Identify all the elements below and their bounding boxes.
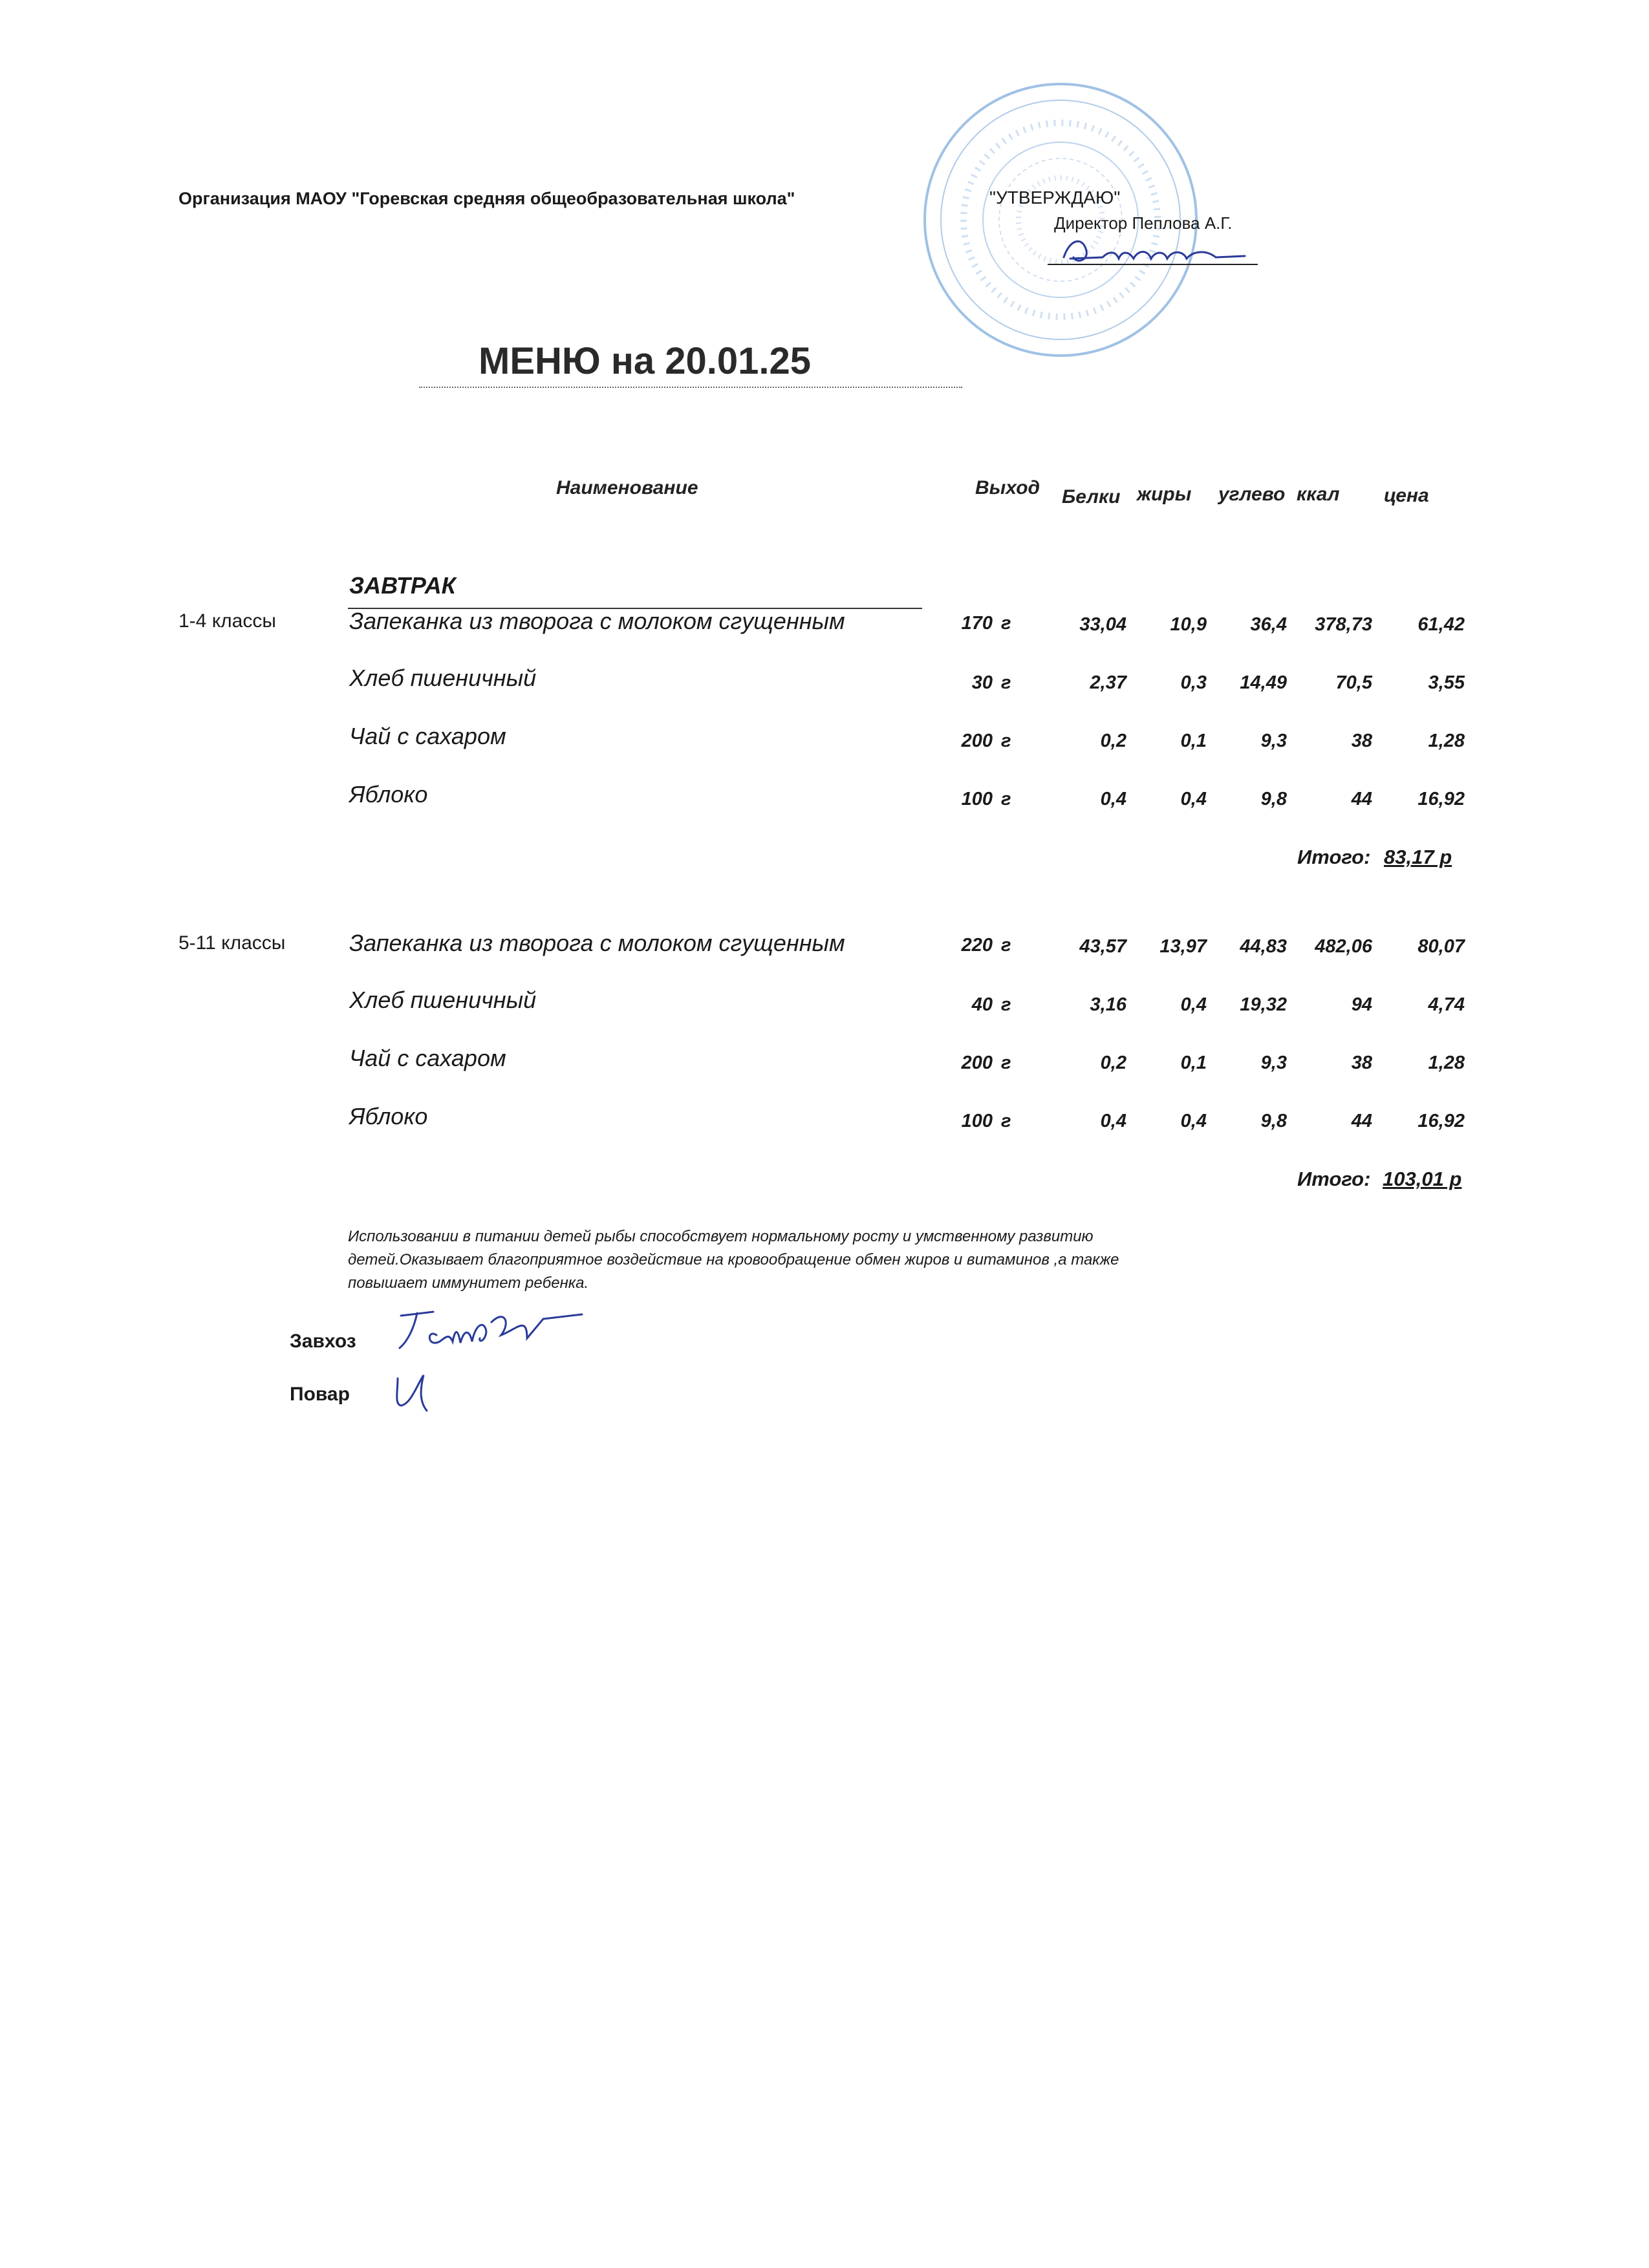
dish-price: 1,28	[1428, 731, 1465, 751]
dish-qty: 100	[961, 789, 993, 809]
dish-protein: 0,4	[1100, 789, 1126, 809]
dish-protein: 33,04	[1079, 614, 1126, 635]
organization-line: Организация МАОУ "Горевская средняя общеобразовательная школа"	[178, 189, 795, 208]
dish-kcal: 378,73	[1315, 614, 1372, 635]
dish-qty: 170	[961, 613, 993, 634]
dish-qty: 40	[971, 994, 993, 1015]
section-title: ЗАВТРАК	[349, 572, 456, 599]
total-label: Итого:	[1297, 846, 1371, 868]
dish-protein: 0,2	[1100, 731, 1126, 751]
dish-unit: г	[1001, 1053, 1011, 1073]
dish-qty: 200	[961, 731, 993, 751]
dish-carbs: 19,32	[1240, 994, 1287, 1015]
storekeeper-signature	[388, 1303, 588, 1361]
dish-name: Запеканка из творога с молоком сгущенным	[349, 608, 845, 634]
dish-protein: 0,2	[1100, 1053, 1126, 1073]
dish-fat: 10,9	[1170, 614, 1207, 635]
dish-price: 80,07	[1417, 936, 1465, 957]
dish-carbs: 36,4	[1250, 614, 1287, 635]
dish-unit: г	[1001, 994, 1011, 1015]
dish-name: Запеканка из творога с молоком сгущенным	[349, 930, 845, 956]
total-label: Итого:	[1297, 1168, 1371, 1190]
dish-kcal: 44	[1351, 789, 1372, 809]
dish-name: Хлеб пшеничный	[349, 987, 537, 1013]
dish-qty: 220	[961, 935, 993, 956]
dish-fat: 0,3	[1180, 672, 1207, 693]
dish-carbs: 9,3	[1260, 731, 1287, 751]
total-value: 83,17 р	[1384, 846, 1452, 868]
dish-carbs: 9,8	[1260, 1111, 1287, 1131]
dish-protein: 0,4	[1100, 1111, 1126, 1131]
dish-kcal: 70,5	[1335, 672, 1372, 693]
dish-protein: 43,57	[1079, 936, 1126, 957]
group-label: 5-11 классы	[178, 932, 286, 954]
col-fat-header: жиры	[1137, 484, 1192, 505]
title-underline	[419, 387, 962, 388]
col-kcal-header: ккал	[1297, 484, 1340, 505]
dish-carbs: 44,83	[1240, 936, 1287, 957]
dish-kcal: 44	[1351, 1111, 1372, 1131]
dish-name: Чай с сахаром	[349, 1045, 506, 1071]
col-output-header: Выход	[975, 477, 1040, 498]
col-name-header: Наименование	[556, 477, 698, 498]
group-label: 1-4 классы	[178, 610, 276, 632]
dish-fat: 0,1	[1180, 731, 1207, 751]
dish-unit: г	[1001, 1111, 1011, 1131]
col-carbs-header: углево	[1218, 484, 1286, 505]
dish-carbs: 9,3	[1260, 1053, 1287, 1073]
col-protein-header: Белки	[1062, 486, 1121, 508]
page-title: МЕНЮ на 20.01.25	[479, 340, 811, 382]
dish-qty: 30	[971, 672, 993, 693]
dish-price: 16,92	[1417, 789, 1465, 809]
dish-qty: 100	[961, 1111, 993, 1131]
dish-name: Яблоко	[349, 1103, 428, 1129]
dish-fat: 0,1	[1180, 1053, 1207, 1073]
storekeeper-label: Завхоз	[290, 1331, 356, 1352]
dish-carbs: 9,8	[1260, 789, 1287, 809]
dish-protein: 3,16	[1090, 994, 1126, 1015]
dish-price: 1,28	[1428, 1053, 1465, 1073]
dish-unit: г	[1001, 672, 1011, 693]
total-value: 103,01 р	[1383, 1168, 1462, 1190]
dish-unit: г	[1001, 935, 1011, 956]
dish-unit: г	[1001, 789, 1011, 809]
director-name: Директор Пеплова А.Г.	[1054, 213, 1233, 233]
dish-fat: 13,97	[1159, 936, 1207, 957]
dish-price: 16,92	[1417, 1111, 1465, 1131]
nutrition-note: Использовании в питании детей рыбы способствует нормальному росту и умственному развитию детей.Оказывает благоприятное воздействие на кровообращение обмен жиров и витаминов ,а также повышает иммунитет ребенка.	[348, 1228, 1119, 1292]
dish-kcal: 94	[1351, 994, 1372, 1015]
dish-unit: г	[1001, 731, 1011, 751]
dish-name: Чай с сахаром	[349, 723, 506, 749]
dish-protein: 2,37	[1090, 672, 1126, 693]
approve-heading: "УТВЕРЖДАЮ"	[989, 187, 1121, 208]
dish-fat: 0,4	[1180, 994, 1207, 1015]
cook-label: Повар	[290, 1384, 350, 1405]
dish-fat: 0,4	[1180, 789, 1207, 809]
dish-name: Яблоко	[349, 781, 428, 808]
dish-carbs: 14,49	[1240, 672, 1287, 693]
dish-price: 61,42	[1417, 614, 1465, 635]
dish-unit: г	[1001, 613, 1011, 634]
dish-qty: 200	[961, 1053, 993, 1073]
dish-kcal: 38	[1351, 731, 1372, 751]
dish-fat: 0,4	[1180, 1111, 1207, 1131]
dish-price: 3,55	[1428, 672, 1465, 693]
dish-kcal: 38	[1351, 1053, 1372, 1073]
dish-price: 4,74	[1428, 994, 1465, 1015]
col-price-header: цена	[1384, 485, 1429, 506]
dish-name: Хлеб пшеничный	[349, 665, 537, 691]
director-signature-line	[1048, 264, 1258, 265]
cook-signature	[388, 1365, 446, 1417]
dish-kcal: 482,06	[1315, 936, 1372, 957]
